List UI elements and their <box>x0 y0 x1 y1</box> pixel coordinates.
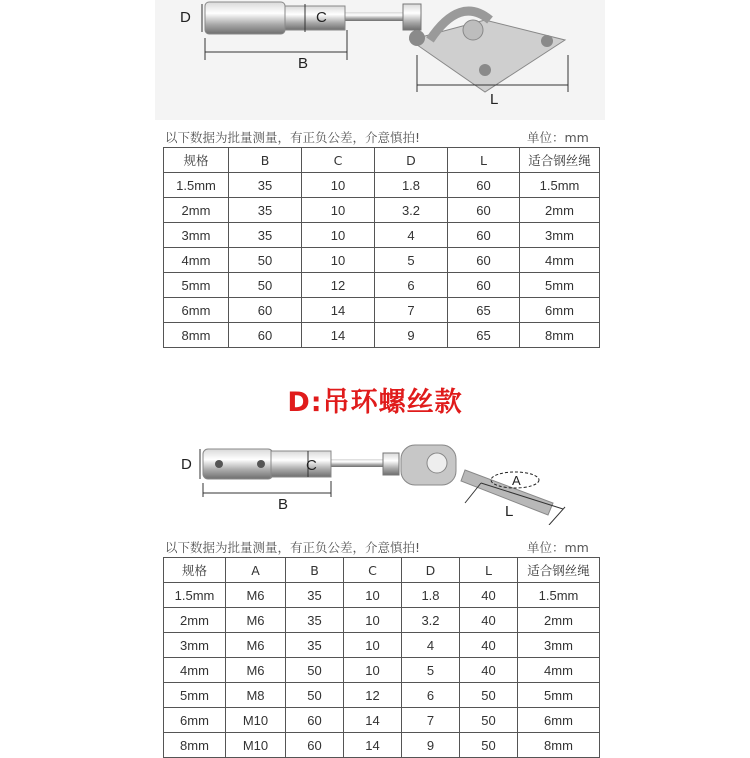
header-cell: 适合钢丝绳 <box>520 148 600 173</box>
swage-body <box>205 2 285 34</box>
table-cell: 4mm <box>518 658 600 683</box>
table-cell: 10 <box>302 173 375 198</box>
table-cell: 3.2 <box>375 198 448 223</box>
table-cell: 12 <box>302 273 375 298</box>
table-cell: 14 <box>344 733 402 758</box>
unit-label: 单位：mm <box>527 130 589 145</box>
table-cell: 5mm <box>520 273 600 298</box>
table-cell: 35 <box>286 583 344 608</box>
header-cell: L <box>460 558 518 583</box>
table-cell: 10 <box>302 198 375 223</box>
spec-table-1 <box>163 147 600 348</box>
table-cell: M10 <box>226 708 286 733</box>
table-cell: 10 <box>302 223 375 248</box>
table-cell: M6 <box>226 583 286 608</box>
dim-label-c: C <box>316 9 327 26</box>
dim-label-b: B <box>298 55 309 72</box>
header-cell: C <box>344 558 402 583</box>
swage-collar <box>285 6 345 30</box>
hex-nut <box>383 453 399 475</box>
table-row <box>164 273 600 298</box>
table-cell: 2mm <box>518 608 600 633</box>
table-row <box>164 248 600 273</box>
table-cell: 60 <box>448 173 520 198</box>
table-cell: 9 <box>375 323 448 348</box>
table-cell: 50 <box>286 683 344 708</box>
table-header-row <box>164 148 600 173</box>
table-cell: 6mm <box>164 298 229 323</box>
table-cell: 14 <box>344 708 402 733</box>
table-row <box>164 683 600 708</box>
table-row <box>164 608 600 633</box>
table-cell: 6mm <box>164 708 226 733</box>
table-header-row <box>164 558 600 583</box>
table-cell: 5mm <box>164 683 226 708</box>
table-cell: 1.8 <box>402 583 460 608</box>
table-row <box>164 708 600 733</box>
table-cell: 1.8 <box>375 173 448 198</box>
table-cell: 50 <box>229 248 302 273</box>
table-cell: 8mm <box>518 733 600 758</box>
table-cell: 3mm <box>164 223 229 248</box>
spec-table-2 <box>163 557 600 758</box>
table-row <box>164 173 600 198</box>
table-row <box>164 223 600 248</box>
table-cell: 1.5mm <box>164 583 226 608</box>
table-cell: 8mm <box>520 323 600 348</box>
header-cell: D <box>375 148 448 173</box>
section-title: D:吊环螺丝款 <box>287 387 463 418</box>
table-cell: 9 <box>402 733 460 758</box>
table-row <box>164 583 600 608</box>
header-cell: A <box>226 558 286 583</box>
measurement-note: 以下数据为批量测量，有正负公差，介意慎拍! <box>165 130 421 145</box>
table-cell: 8mm <box>164 733 226 758</box>
table-cell: 4mm <box>164 248 229 273</box>
table-cell: 6 <box>402 683 460 708</box>
table-cell: 5mm <box>518 683 600 708</box>
table-cell: 50 <box>460 733 518 758</box>
table-cell: 40 <box>460 633 518 658</box>
dim-label-d: D <box>181 456 192 473</box>
table-cell: 50 <box>229 273 302 298</box>
table-row <box>164 198 600 223</box>
table-cell: 35 <box>229 198 302 223</box>
table-cell: M10 <box>226 733 286 758</box>
table-cell: 3mm <box>518 633 600 658</box>
table-cell: 35 <box>229 223 302 248</box>
table-cell: 10 <box>344 608 402 633</box>
table-cell: 35 <box>286 633 344 658</box>
table-cell: 10 <box>344 583 402 608</box>
swage-collar <box>271 451 331 477</box>
table-cell: 6mm <box>518 708 600 733</box>
table-cell: 5 <box>402 658 460 683</box>
table-cell: 60 <box>448 273 520 298</box>
table-row <box>164 298 600 323</box>
table-cell: M6 <box>226 633 286 658</box>
top-product-photo <box>155 0 605 120</box>
header-cell: 适合钢丝绳 <box>518 558 600 583</box>
table-cell: 1.5mm <box>518 583 600 608</box>
table-row <box>164 323 600 348</box>
table-row <box>164 633 600 658</box>
dim-label-d: D <box>180 9 191 26</box>
header-cell: 规格 <box>164 558 226 583</box>
table-cell: 35 <box>229 173 302 198</box>
table-cell: 60 <box>448 223 520 248</box>
table-row <box>164 658 600 683</box>
table-cell: 50 <box>286 658 344 683</box>
dim-label-l: L <box>505 503 514 520</box>
swage-plate-diagram <box>155 0 605 120</box>
table-cell: 6mm <box>520 298 600 323</box>
table-cell: 6 <box>375 273 448 298</box>
table-cell: 60 <box>229 298 302 323</box>
table-cell: 1.5mm <box>164 173 229 198</box>
table-cell: 5 <box>375 248 448 273</box>
table-cell: 2mm <box>520 198 600 223</box>
table-cell: 10 <box>302 248 375 273</box>
table-cell: 12 <box>344 683 402 708</box>
table-cell: 7 <box>402 708 460 733</box>
header-cell: B <box>229 148 302 173</box>
table-cell: 65 <box>448 323 520 348</box>
table-cell: 7 <box>375 298 448 323</box>
table-cell: 40 <box>460 583 518 608</box>
header-cell: C <box>302 148 375 173</box>
table-cell: 35 <box>286 608 344 633</box>
table-cell: 2mm <box>164 608 226 633</box>
table-cell: 10 <box>344 658 402 683</box>
measurement-note: 以下数据为批量测量，有正负公差，介意慎拍! <box>165 540 421 555</box>
table-cell: 60 <box>286 733 344 758</box>
table-cell: 65 <box>448 298 520 323</box>
table-cell: 3mm <box>520 223 600 248</box>
table-cell: 40 <box>460 608 518 633</box>
threaded-rod <box>340 12 410 21</box>
header-cell: D <box>402 558 460 583</box>
table-cell: 4mm <box>164 658 226 683</box>
table-cell: 40 <box>460 658 518 683</box>
table-cell: 60 <box>448 198 520 223</box>
table-cell: 2mm <box>164 198 229 223</box>
unit-label: 单位：mm <box>527 540 589 555</box>
table-cell: 4 <box>402 633 460 658</box>
hex-nut <box>403 4 421 30</box>
table-cell: 3mm <box>164 633 226 658</box>
table-cell: 14 <box>302 298 375 323</box>
table-cell: 60 <box>229 323 302 348</box>
table-cell: 10 <box>344 633 402 658</box>
table-cell: 50 <box>460 708 518 733</box>
dim-label-l: L <box>490 91 499 108</box>
table-row <box>164 733 600 758</box>
table-cell: M8 <box>226 683 286 708</box>
table-cell: 4 <box>375 223 448 248</box>
header-cell: 规格 <box>164 148 229 173</box>
header-cell: L <box>448 148 520 173</box>
table-cell: 4mm <box>520 248 600 273</box>
table-cell: 50 <box>460 683 518 708</box>
table-cell: M6 <box>226 608 286 633</box>
table-cell: 60 <box>448 248 520 273</box>
dim-label-c: C <box>306 457 317 474</box>
table-cell: 14 <box>302 323 375 348</box>
table-cell: 3.2 <box>402 608 460 633</box>
table-cell: 5mm <box>164 273 229 298</box>
dim-label-a: A <box>512 473 521 488</box>
table-cell: 1.5mm <box>520 173 600 198</box>
table-cell: 60 <box>286 708 344 733</box>
dim-label-b: B <box>278 496 289 513</box>
table-cell: M6 <box>226 658 286 683</box>
table-cell: 8mm <box>164 323 229 348</box>
header-cell: B <box>286 558 344 583</box>
